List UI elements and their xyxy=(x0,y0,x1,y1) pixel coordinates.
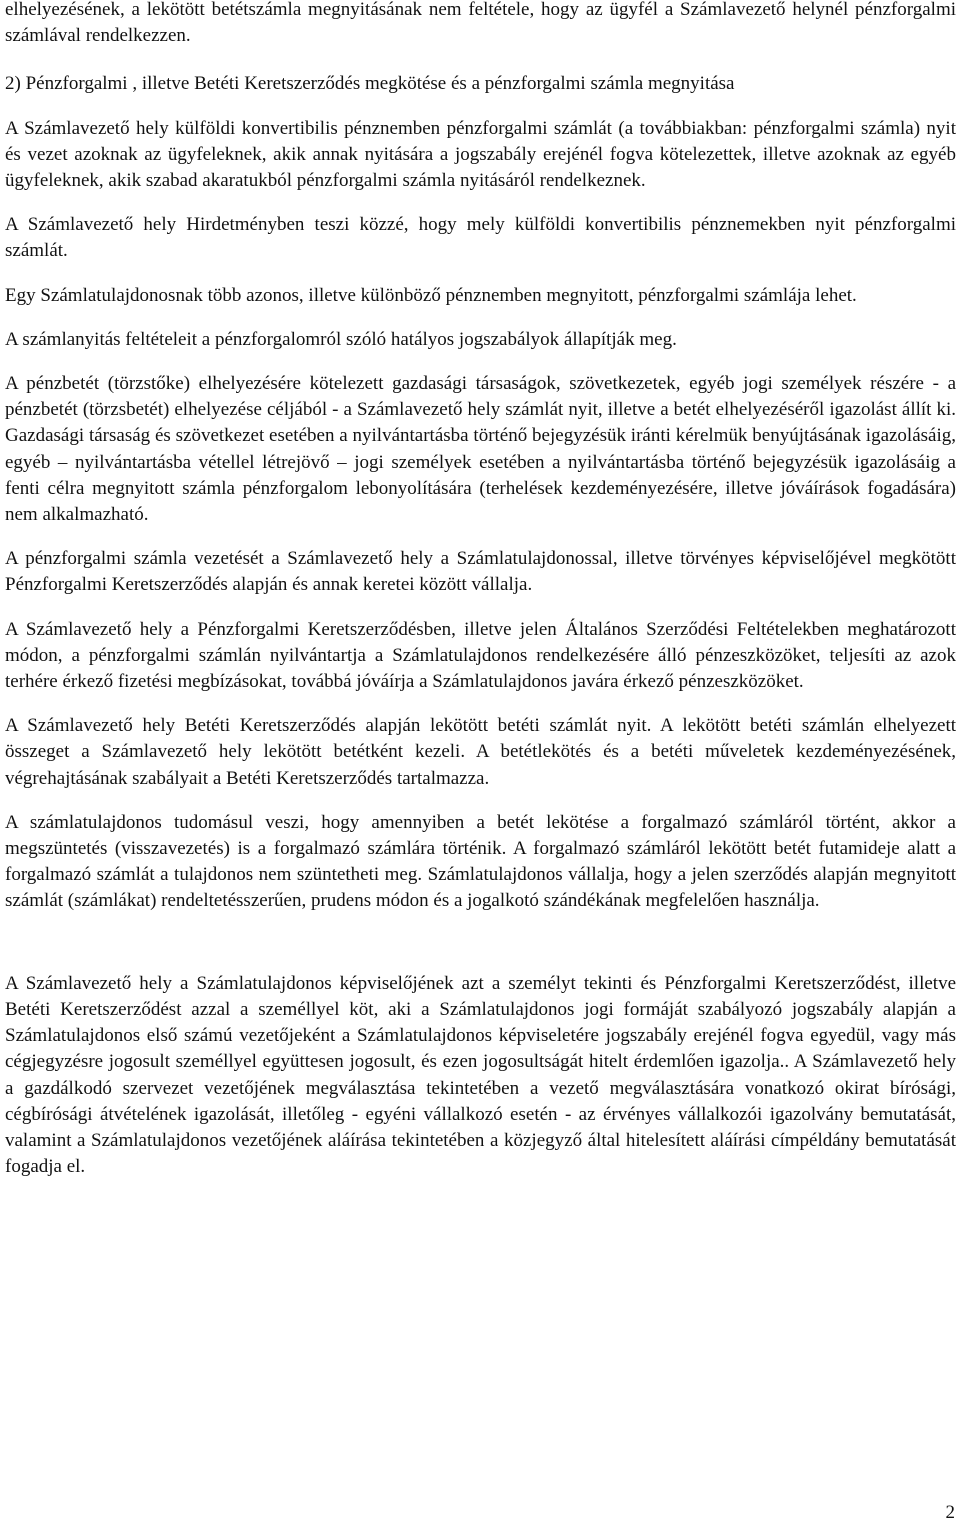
paragraph: A Számlavezető hely a Pénzforgalmi Keretszerződésben, illetve jelen Általános Szerződési Feltételekben meghatározott módon, a pénzforgalmi számlán nyilvántartja a Számlatulajdonos rendelkezésére álló pénzeszközöket, teljesíti az azok terhére érkező fizetési megbízásokat, továbbá jóváírja a Számlatulajdonos javára érkező pénzeszközöket. xyxy=(5,618,956,693)
paragraph: A számlatulajdonos tudomásul veszi, hogy amennyiben a betét lekötése a forgalmazó számláról történt, akkor a megszüntetés (visszavezetés) is a forgalmazó számlára történik. A forgalmazó számláról lekötött betét futamideje alatt a forgalmazó számlát a tulajdonos nem szüntetheti meg. Számlatulajdonos vállalja, hogy a jelen szerződés alapján megnyitott számlát (számlákat) rendeltetésszerűen, prudens módon és a jogalkotó szándékának megfelelően használja. xyxy=(5,811,956,912)
paragraph: A Számlavezető hely Hirdetményben teszi közzé, hogy mely külföldi konvertibilis pénznemekben nyit pénzforgalmi számlát. xyxy=(5,214,956,262)
paragraph: A pénzforgalmi számla vezetését a Számlavezető hely a Számlatulajdonossal, illetve törvényes képviselőjével megkötött Pénzforgalmi Keretszerződés alapján és annak keretei között vállalja. xyxy=(5,548,956,596)
paragraph: A Számlavezető hely Betéti Keretszerződés alapján lekötött betéti számlát nyit. A lekötött betéti számlán elhelyezett összeget a Számlavezető hely lekötött betétként kezeli. A betétlekötés és a betéti műveletek kezdeményezésének, végrehajtásának szabályait a Betéti Keretszerződés tartalmazza. xyxy=(5,715,956,789)
page-number: 2 xyxy=(945,1502,955,1523)
paragraph: A számlanyitás feltételeit a pénzforgalomról szóló hatályos jogszabályok állapítják meg. xyxy=(5,328,677,350)
paragraph: Egy Számlatulajdonosnak több azonos, illetve különböző pénznemben megnyitott, pénzforgalmi számlája lehet. xyxy=(5,284,857,306)
paragraph: A Számlavezető hely a Számlatulajdonos képviselőjének azt a személyt tekinti és Pénzforgalmi Keretszerződést, illetve Betéti Keretszerződést azzal a személlyel köt, aki a Számlatulajdonos jogi formáját szabályozó jogszabály alapján a Számlatulajdonos első számú vezetőjeként a Számlatulajdonos képviseletére jogszabály erejénél fogva egyedül, vagy más cégjegyzésre jogosult személlyel együttesen jogosult, és ezen jogosultságát hitelt érdemlően igazolja.. A Számlavezető hely a gazdálkodó szervezet vezetőjének megválasztása tekintetében a vezető megválasztására vonatkozó okirat bírósági, cégbírósági átvételének igazolását, illetőleg - egyéni vállalkozó esetén - az érvényes vállalkozói igazolvány bemutatását, valamint a Számlatulajdonos vezetőjének aláírása tekintetében a közjegyző által hitelesített aláírási címpéldány bemutatását fogadja el. xyxy=(5,972,956,1178)
paragraph: A Számlavezető hely külföldi konvertibilis pénznemben pénzforgalmi számlát (a továbbiakban: pénzforgalmi számla) nyit és vezet azoknak az ügyfeleknek, akik annak nyitására a jogszabály erejénél fogva kötelezettek, illetve azoknak az egyéb ügyfeleknek, akik szabad akaratukból pénzforgalmi számla nyitásáról rendelkeznek. xyxy=(5,117,956,192)
document-page xyxy=(5,0,956,1198)
paragraph: A pénzbetét (törzstőke) elhelyezésére kötelezett gazdasági társaságok, szövetkezetek, egyéb jogi személyek részére - a pénzbetét (törzsbetét) elhelyezése céljából - a Számlavezető hely számlát nyit, illetve a betét elhelyezéséről igazolást állít ki. Gazdasági társaság és szövetkezet esetében a nyilvántartásba történő bejegyzésük iránti kérelmük benyújtásának igazolásáig, egyéb – nyilvántartásba vétellel létrejövő – jogi személyek esetében a nyilvántartásba történő bejegyzésük igazolásáig a fenti célra megnyitott számla pénzforgalom lebonyolítására (terhelések kezdeményezésére, illetve jóváírások fogadására) nem alkalmazható. xyxy=(5,373,956,526)
section-heading: 2) Pénzforgalmi , illetve Betéti Keretszerződés megkötése és a pénzforgalmi számla megnyitása xyxy=(5,73,735,95)
paragraph-continuation: elhelyezésének, a lekötött betétszámla megnyitásának nem feltétele, hogy az ügyfél a Számlavezető helynél pénzforgalmi számlával rendelkezzen. xyxy=(5,0,956,47)
